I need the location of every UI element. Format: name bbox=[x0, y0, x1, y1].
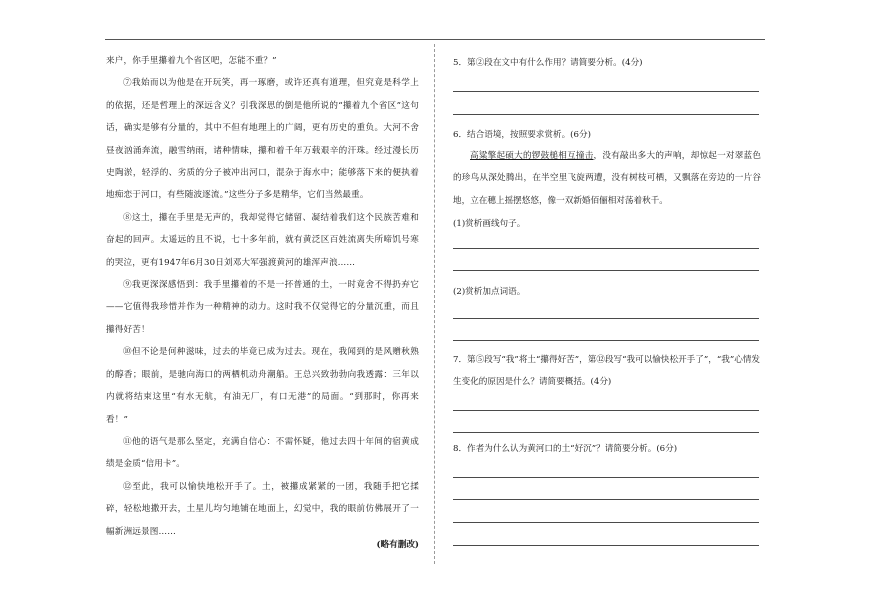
question-8: 8．作者为什么认为黄河口的土“好沉”？请简要分析。(6分) bbox=[453, 444, 678, 454]
column-divider bbox=[434, 44, 435, 564]
underlined-sentence: 高粱擎起硕大的锣鼓槌相互撞击 bbox=[470, 151, 594, 161]
answer-line[interactable] bbox=[453, 318, 759, 319]
answer-line[interactable] bbox=[453, 477, 759, 478]
answer-line[interactable] bbox=[453, 432, 759, 433]
header-rule bbox=[105, 39, 765, 40]
answer-line[interactable] bbox=[453, 410, 759, 411]
question-6-part-1: (1)赏析画线句子。 bbox=[453, 219, 526, 229]
answer-line[interactable] bbox=[453, 545, 759, 546]
answer-line[interactable] bbox=[453, 522, 759, 523]
question-7: 7．第⑤段写“我”将土“攥得好苦”，第⑫段写“我可以愉快松开手了”，“我”心情发生变化的原因是什么？请简要概括。(4分) bbox=[453, 355, 761, 387]
answer-line[interactable] bbox=[453, 114, 759, 115]
answer-line[interactable] bbox=[453, 499, 759, 500]
answer-line[interactable] bbox=[453, 91, 759, 92]
answer-line[interactable] bbox=[453, 248, 759, 249]
question-6-part-2: (2)赏析加点词语。 bbox=[453, 287, 526, 297]
answer-line[interactable] bbox=[453, 270, 759, 271]
passage-paragraph-9: ⑨我更深深感悟到：我手里攥着的不是一抔普通的土，一时竟舍不得扔弃它——它值得我珍惜并作为一种精神的动力。这时我不仅觉得它的分量沉重，而且攥得好苦！ bbox=[106, 280, 419, 335]
reading-passage-column bbox=[106, 50, 419, 550]
passage-paragraph-10: ⑩但不论是何种滋味，过去的毕竟已成为过去。现在，我闻到的是风赠秋熟的醇香；眼前，是驰向海口的两栖机动舟潮船。王总兴致勃勃向我透露：三年以内就将结束这里“有水无航，有油无厂，有口无港”的局面。“到那时，你再来看！” bbox=[106, 347, 419, 425]
passage-paragraph-8: ⑧这土，攥在手里是无声的，我却觉得它储留、凝结着我们这个民族苦难和奋起的回声。太遥远的且不说，七十多年前，就有黄泛区百姓流离失所啼饥号寒的哭泣，更有1947年6月30日刘邓大军强渡黄河的雄浑声浪…… bbox=[106, 212, 419, 268]
answer-line[interactable] bbox=[453, 340, 759, 341]
edit-note: (略有删改) bbox=[376, 540, 419, 550]
question-6-excerpt bbox=[453, 145, 761, 212]
passage-paragraph-continued: 来户，你手里攥着九个省区吧，怎能不重？” bbox=[106, 56, 277, 66]
passage-paragraph-12: ⑫至此，我可以愉快地松开手了。土，被攥成紧紧的一团，我随手把它揉碎，轻松地撒开去，土星儿均匀地铺在地面上，幻觉中，我的眼前仿佛展开了一幅新洲远景图…… bbox=[106, 481, 419, 537]
excerpt-text: ，没有敲出多大的声响，却惊起一对翠蓝色的珍鸟从深处腾出，在半空里飞旋两遭，没有树枝可栖，又飘落在旁边的一片谷地，立在穗上摇摆悠悠，像一双新婚佰俪相对荡着秋千。 bbox=[453, 151, 761, 206]
passage-paragraph-7: ⑦我始而以为他是在开玩笑，再一琢磨，或许还真有道理，但究竟是科学上的依据，还是哲理上的深远含义？引我深思的倒是他所说的“攥着九个省区”这句话，确实是够有分量的，其中不但有地理上的广阔，更有历史的重负。大河不舍昼夜汹涌奔流，融雪纳雨，诸种情味，攥和着千年万载艰辛的汗珠。经过漫长历史陶淤，轻浮的、劣质的分子被冲出河口，混杂于海水中；能够落下来的便执着地痴恋于河口，有些随波逐流。”这些分子多是精华，它们当然最重。 bbox=[106, 78, 419, 201]
question-6: 6．结合语境，按照要求赏析。(6分) bbox=[453, 130, 591, 140]
question-5: 5．第②段在文中有什么作用？请简要分析。(4分) bbox=[453, 58, 643, 68]
passage-paragraph-11: ⑪他的语气是那么坚定，充满自信心：不需怀疑，他过去四十年间的宿黄成绩是金质“信用卡”。 bbox=[106, 436, 419, 470]
